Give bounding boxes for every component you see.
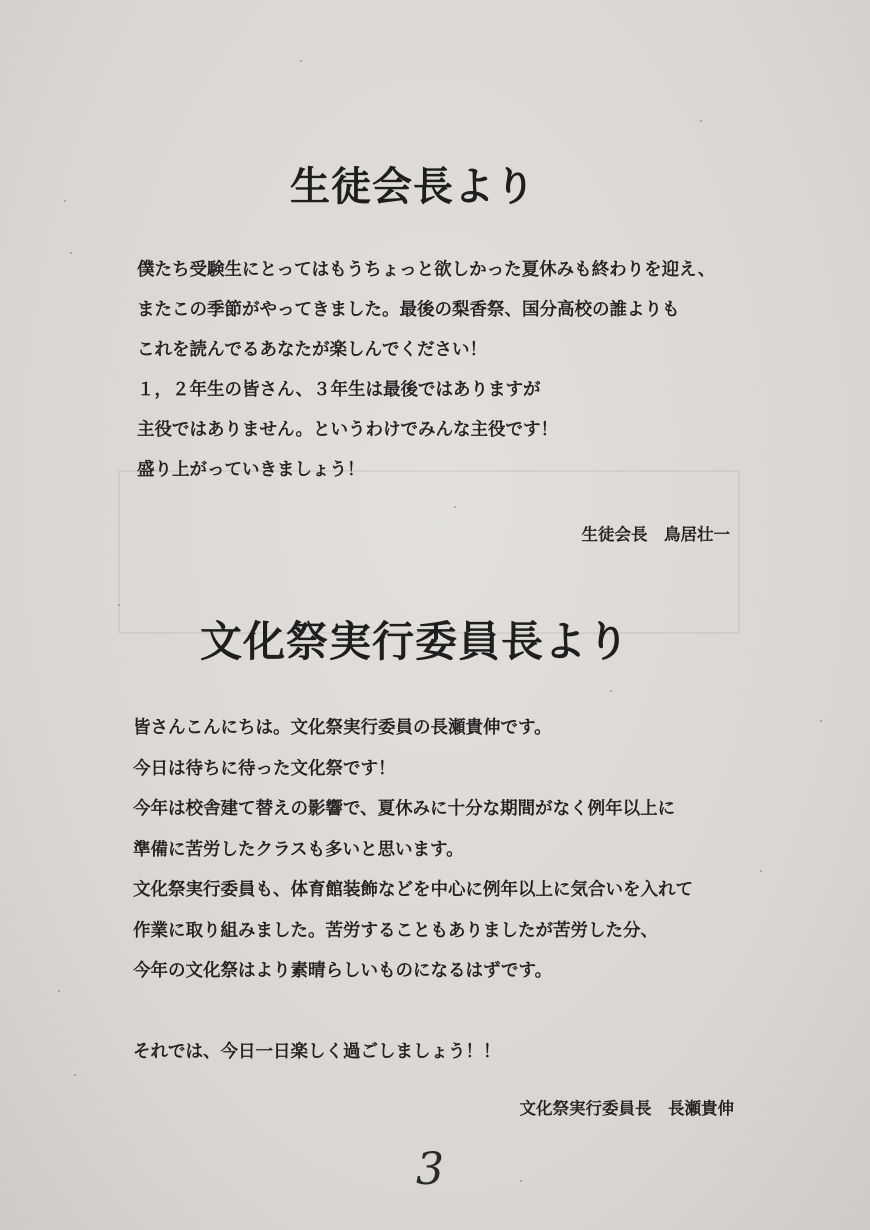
message-line: 準備に苦労したクラスも多いと思います。 <box>133 839 464 860</box>
paper-speck <box>64 200 66 202</box>
paper-speck <box>610 690 612 692</box>
message-line: 今年は校舎建て替えの影響で、夏休みに十分な期間がなく例年以上に <box>133 799 676 819</box>
message-line: 今年の文化祭はより素晴らしいものになるはずです。 <box>133 961 553 981</box>
paper-speck <box>118 604 120 606</box>
paper-speck <box>820 720 822 722</box>
message-line: 盛り上がっていきましょう！ <box>137 460 365 480</box>
paper-speck <box>520 1180 522 1182</box>
festival-committee-signature: 文化祭実行委員長 長瀬貴伸 <box>519 1099 734 1118</box>
paper-speck <box>700 120 702 122</box>
student-council-message <box>137 250 715 490</box>
message-line: 主役ではありません。というわけでみんな主役です！ <box>137 420 559 440</box>
paper-speck <box>70 252 72 254</box>
paper-speck <box>760 870 762 872</box>
message-line: 今日は待ちに待った文化祭です！ <box>133 758 396 779</box>
student-council-signature: 生徒会長 鳥居壮一 <box>581 525 730 544</box>
paper-speck <box>74 1074 76 1076</box>
paper-speck <box>300 60 302 62</box>
message-line: 作業に取り組みました。苦労することもありましたが苦労した分、 <box>133 920 658 941</box>
message-line: これを読んでるあなたが楽しんでください！ <box>137 340 487 360</box>
message-line: 皆さんこんにちは。文化祭実行委員の長瀬貴伸です。 <box>133 718 552 738</box>
bleed-through-shadow <box>118 470 740 634</box>
message-line: 僕たち受験生にとってはもうちょっと欲しかった夏休みも終わりを迎え、 <box>137 260 716 280</box>
closing-line: それでは、今日一日楽しく過ごしましょう！！ <box>133 1042 501 1062</box>
message-line: １，２年生の皆さん、３年生は最後ではありますが <box>137 380 541 400</box>
festival-committee-heading: 文化祭実行委員長より <box>200 617 631 666</box>
message-line: 文化祭実行委員も、体育館装飾などを中心に例年以上に気合いを入れて <box>133 880 693 900</box>
page-number: 3 <box>416 1144 444 1195</box>
paper-speck <box>58 990 60 992</box>
message-line: またこの季節がやってきました。最後の梨香祭、国分高校の誰よりも <box>137 300 680 320</box>
paper-speck <box>454 506 456 508</box>
student-council-heading: 生徒会長より <box>290 164 536 210</box>
festival-committee-message <box>133 708 693 992</box>
